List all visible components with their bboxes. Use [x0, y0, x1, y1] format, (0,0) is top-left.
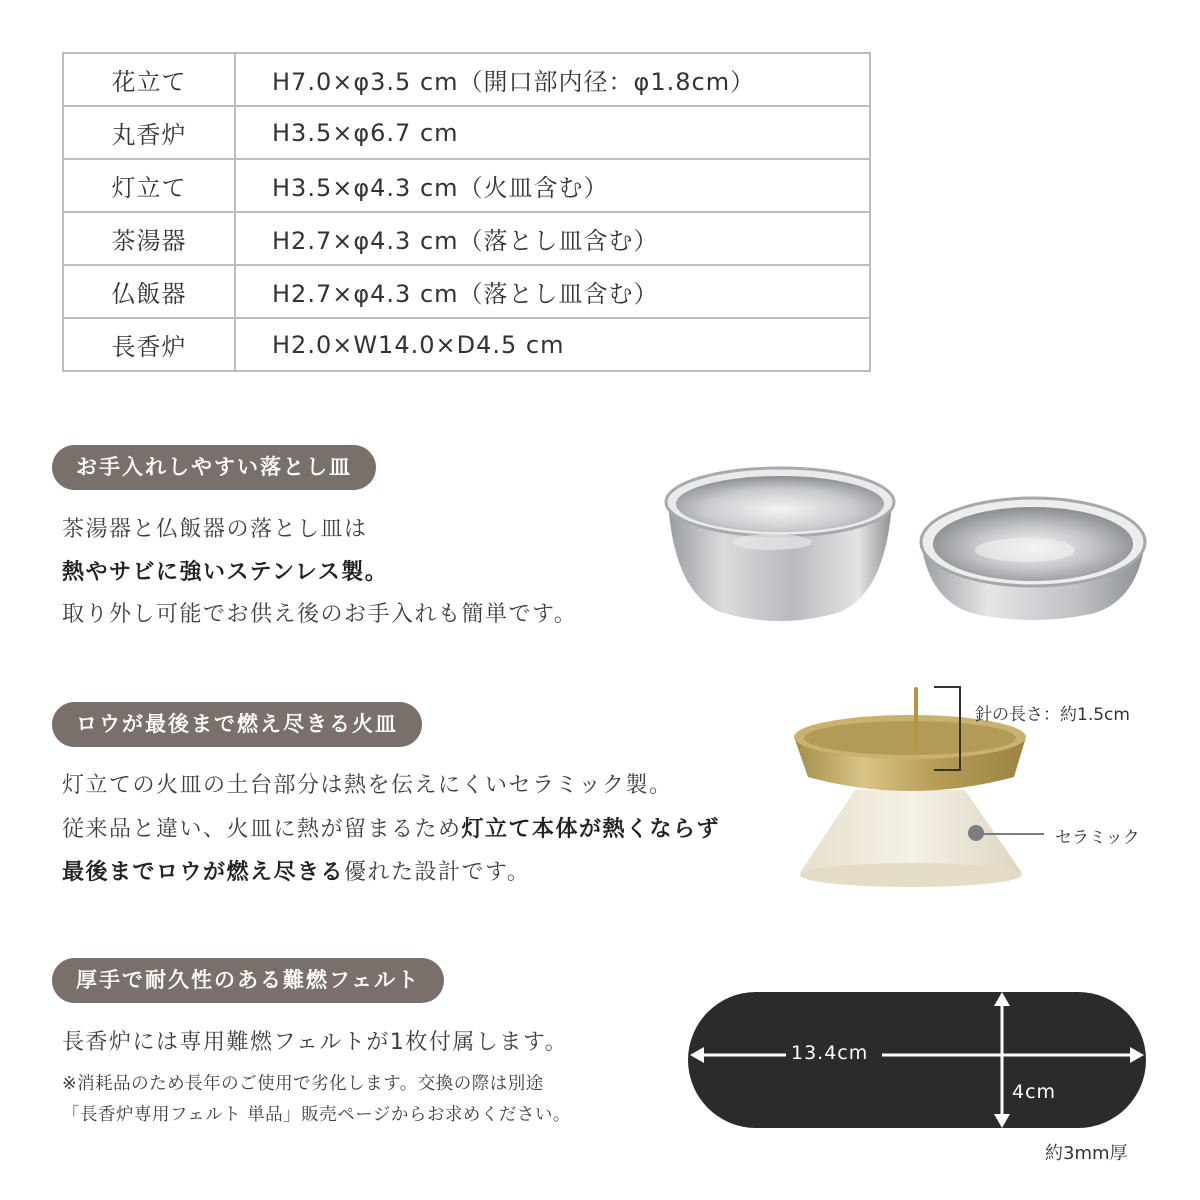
needle-length-label: 針の長さ：約1.5cm [975, 705, 1130, 725]
section2-line3 [62, 855, 530, 886]
table-row [63, 159, 870, 212]
felt-height-label: 4cm [1012, 1081, 1057, 1103]
table-row [63, 106, 870, 159]
section1-line2 [62, 555, 388, 586]
spec-name: 仏飯器 [63, 265, 235, 318]
table-row [63, 265, 870, 318]
spec-name: 灯立て [63, 159, 235, 212]
section2-line3-plain: 優れた設計です。 [344, 860, 531, 885]
spec-value: H2.7×φ4.3 cm（落とし皿含む） [235, 212, 870, 265]
section2-line1: 灯立ての火皿の土台部分は熱を伝えにくいセラミック製。 [62, 773, 673, 798]
section3-line1: 長香炉には専用難燃フェルトが1枚付属します。 [62, 1030, 569, 1055]
table-row [63, 318, 870, 371]
felt-thickness-label: 約3mm厚 [1045, 1143, 1128, 1164]
section3-note1: ※消耗品のため長年のご使用で劣化します。交換の際は別途 [62, 1074, 544, 1094]
section-heading-drip-tray: お手入れしやすい落とし皿 [52, 445, 376, 490]
table-row [63, 53, 870, 106]
spec-value: H2.7×φ4.3 cm（落とし皿含む） [235, 265, 870, 318]
ceramic-label: セラミック [1055, 828, 1140, 848]
spec-table [62, 52, 871, 372]
section-heading-candle-dish: ロウが最後まで燃え尽きる火皿 [52, 702, 422, 747]
table-row [63, 212, 870, 265]
spec-name: 丸香炉 [63, 106, 235, 159]
section2-line2-plain: 従来品と違い、火皿に熱が留まるため [62, 817, 462, 842]
stainless-plate-image [915, 492, 1151, 622]
spec-value: H2.0×W14.0×D4.5 cm [235, 318, 870, 371]
spec-name: 花立て [63, 53, 235, 106]
stainless-cup-image [660, 462, 900, 627]
spec-name: 茶湯器 [63, 212, 235, 265]
section-heading-felt: 厚手で耐久性のある難燃フェルト [52, 958, 444, 1003]
section3-note2: 「長香炉専用フェルト 単品」販売ページからお求めください。 [62, 1105, 571, 1125]
felt-width-label: 13.4cm [791, 1042, 869, 1064]
section2-line3-bold: 最後までロウが燃え尽きる [62, 860, 345, 885]
spec-value: H3.5×φ4.3 cm（火皿含む） [235, 159, 870, 212]
felt-image [686, 990, 1148, 1130]
section1-line3: 取り外し可能でお供え後のお手入れも簡単です。 [62, 602, 578, 627]
spec-value: H7.0×φ3.5 cm（開口部内径：φ1.8cm） [235, 53, 870, 106]
section1-line2-bold: 熱やサビに強いステンレス製。 [62, 560, 389, 585]
section1-line1: 茶湯器と仏飯器の落とし皿は [62, 517, 368, 542]
section2-line2 [62, 812, 720, 843]
spec-value: H3.5×φ6.7 cm [235, 106, 870, 159]
spec-name: 長香炉 [63, 318, 235, 371]
ceramic-leader-line [976, 832, 1046, 836]
needle-length-bracket [930, 684, 970, 774]
section2-line2-bold: 灯立て本体が熱くならず [461, 817, 721, 842]
